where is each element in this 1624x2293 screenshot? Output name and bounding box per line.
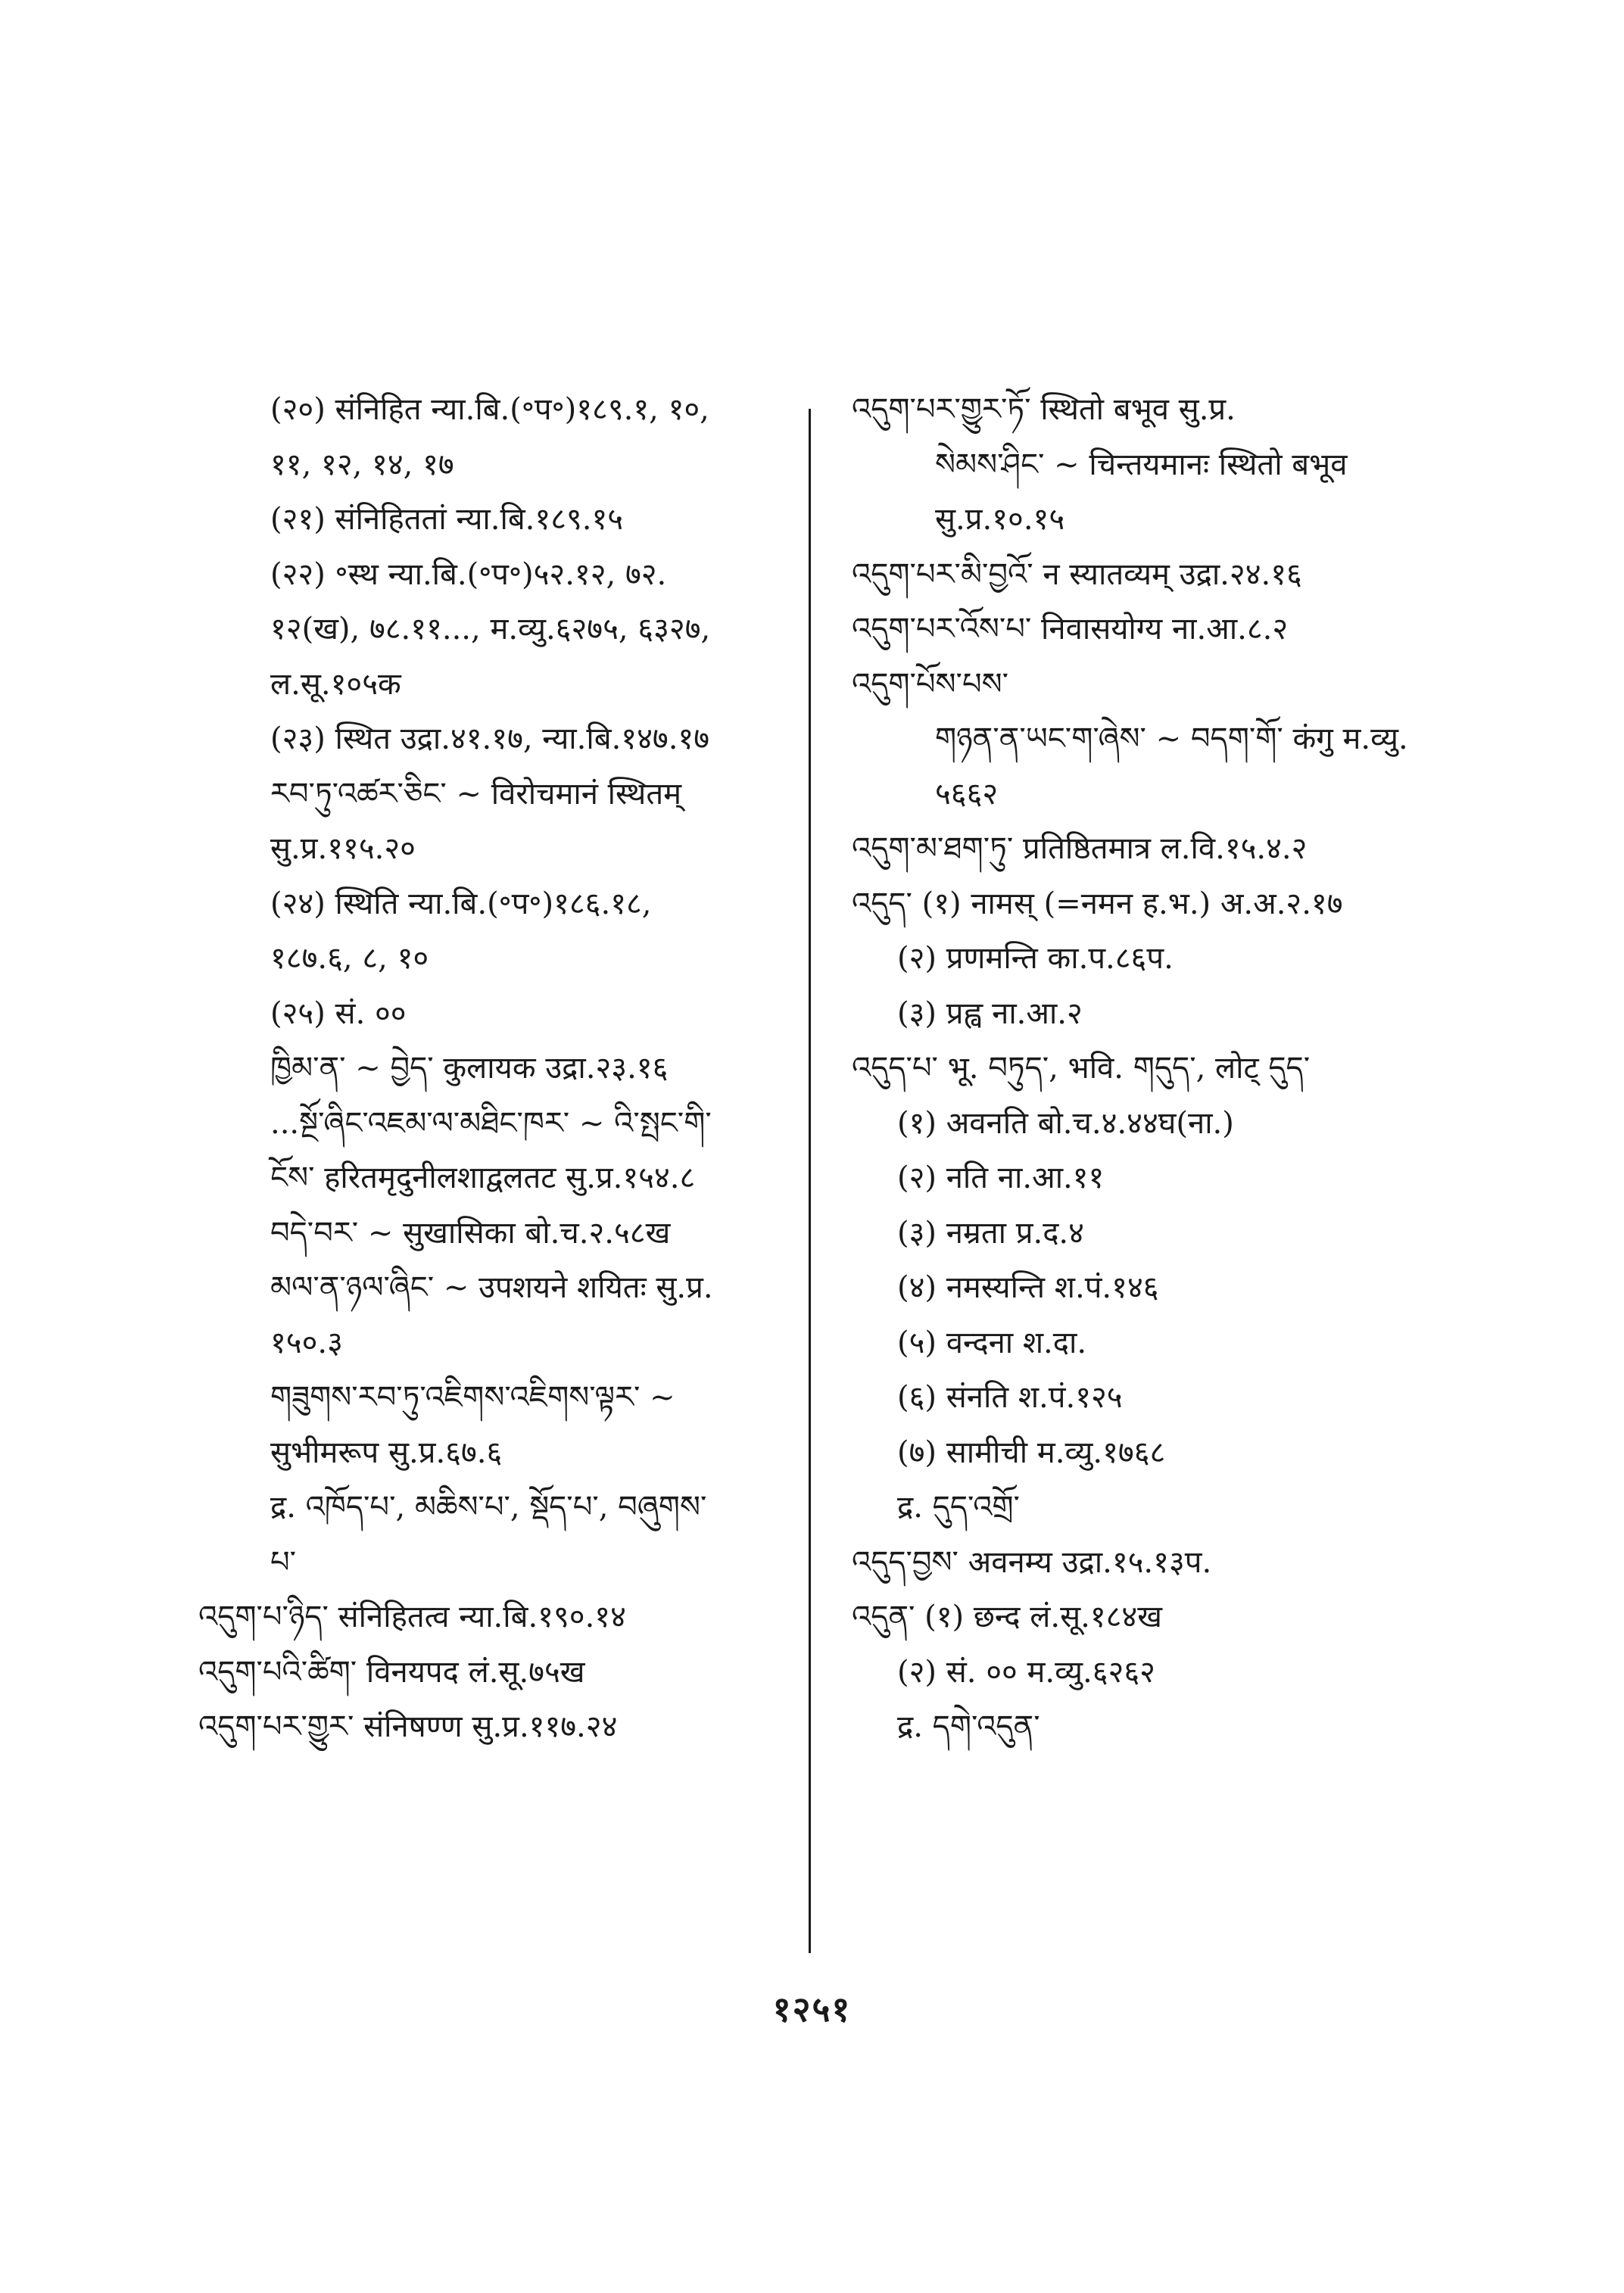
entry-line: १५०.३ bbox=[270, 1325, 343, 1360]
entry-line: གཟུགས་རབ་ཏུ་འཇིགས་འཇིགས་ལྟར་ ~ bbox=[270, 1380, 675, 1415]
entry-line: १८७.६, ८, १० bbox=[270, 941, 429, 976]
right-column bbox=[852, 382, 1488, 1755]
entry-line: (२२) ॰स्थ न्या.बि.(॰प॰)५२.१२, ७२. bbox=[270, 556, 667, 592]
entry-line: འདུག་པར་འོས་པ་ निवासयोग्य ना.आ.८.२ bbox=[852, 612, 1289, 646]
entry-line: (२१) संनिहिततां न्या.बि.१८९.१५ bbox=[270, 502, 624, 537]
entry-line: द्र. དགེ་འདུན་ bbox=[897, 1709, 1040, 1744]
entry-line: འདུད་ (१) नामस् (=नमन ह.भ.) अ.अ.२.१७ bbox=[852, 886, 1343, 921]
entry-line: द्र. དུད་འགྲོ་ bbox=[897, 1490, 1020, 1525]
entry-line: འདུག་པ་ཉིད་ संनिहितत्व न्या.बि.१९०.१४ bbox=[198, 1600, 626, 1634]
entry-line: (४) नमस्यन्ति श.पं.१४६ bbox=[897, 1270, 1159, 1305]
entry-line: (२०) संनिहित न्या.बि.(॰प॰)१८९.१, १०, bbox=[270, 392, 709, 427]
entry-line: (२४) स्थिति न्या.बि.(॰प॰)१८६.१८, bbox=[270, 886, 652, 921]
entry-line: འདུག་པོས་པས་ bbox=[852, 666, 1008, 702]
entry-line: (३) प्रह्व ना.आ.२ bbox=[897, 995, 1083, 1031]
entry-line: (२३) स्थित उद्रा.४१.१७, न्या.बि.१४७.१७ bbox=[270, 721, 710, 756]
entry-line: १२(ख), ७८.११..., म.व्यु.६२७५, ६३२७, bbox=[270, 612, 711, 646]
entry-line: བདེ་བར་ ~ सुखासिका बो.च.२.५८ख bbox=[270, 1215, 671, 1251]
entry-line: (२) सं. ०० म.व्यु.६२६२ bbox=[897, 1654, 1155, 1690]
entry-line: འདུག་པའི་ཚིག་ विनयपद लं.सू.७५ख bbox=[198, 1654, 585, 1690]
entry-line: མལ་ན་ཉལ་ཞིང་ ~ उपशयने शयितः सु.प्र. bbox=[270, 1270, 713, 1305]
entry-line: འདུག་པར་མི་བྱའོ་ न स्यातव्यम् उद्रा.२४.१६ bbox=[852, 556, 1302, 592]
entry-line: (७) सामीची म.व्यु.१७६८ bbox=[897, 1435, 1166, 1470]
entry-line: སེམས་ཤིང་ ~ चिन्तयमानः स्थितो बभूव bbox=[935, 447, 1348, 482]
entry-line: (२) प्रणमन्ति का.प.८६प. bbox=[897, 941, 1174, 976]
entry-line: (३) नम्रता प्र.द.४ bbox=[897, 1215, 1084, 1251]
entry-line: (१) अवनति बो.च.४.४४घ(ना.) bbox=[897, 1105, 1234, 1141]
entry-line: ल.सू.१०५क bbox=[270, 666, 401, 702]
entry-line: འདུད་བྱས་ अवनम्य उद्रा.१५.१३प. bbox=[852, 1544, 1212, 1580]
left-column bbox=[198, 382, 804, 1755]
column-divider bbox=[809, 409, 811, 1953]
entry-line: ११, १२, १४, १७ bbox=[270, 447, 454, 482]
entry-line: ཁྱིམ་ན་ ~ བྱེད་ कुलायक उद्रा.२३.१६ bbox=[270, 1051, 669, 1086]
entry-line: (२५) सं. ०० bbox=[270, 995, 407, 1031]
entry-line: འདུག་པར་གྱུར་ཏོ་ स्थितो बभूव सु.प्र. bbox=[852, 392, 1236, 427]
entry-line: द्र. འཁོད་པ་, མཆིས་པ་, སྡོད་པ་, བཞུགས་ bbox=[270, 1490, 707, 1525]
entry-line: सु.प्र.११५.२० bbox=[270, 831, 416, 866]
entry-line: ངོས་ हरितमृदुनीलशाद्वलतट सु.प्र.१५४.८ bbox=[270, 1161, 696, 1195]
entry-line: འདུན་ (१) छन्द लं.सू.१८४ख bbox=[852, 1600, 1162, 1634]
entry-line: འདུག་མ་ཐག་ཏུ་ प्रतिष्ठितमात्र ल.वि.१५.४.२ bbox=[852, 831, 1308, 866]
entry-line: सुभीमरूप सु.प्र.६७.६ bbox=[270, 1435, 503, 1470]
entry-line: གཉན་ན་ཡང་ག་ཞེས་ ~ བདག་གོ་ कंगु म.व्यु. bbox=[935, 721, 1408, 756]
entry-line: सु.प्र.१०.१५ bbox=[935, 502, 1065, 537]
entry-line: (२) नति ना.आ.११ bbox=[897, 1161, 1105, 1195]
entry-line: འདུད་པ་ भू. བཏུད་, भवि. གདུད་, लोट् དུད་ bbox=[852, 1051, 1311, 1086]
page-number: १२५१ bbox=[772, 1989, 852, 2030]
entry-line: རབ་ཏུ་འཚར་ཅིང་ ~ विरोचमानं स्थितम् bbox=[270, 776, 682, 812]
entry-line: (६) संनति श.पं.१२५ bbox=[897, 1380, 1123, 1415]
entry-line: འདུག་པར་གྱུར་ संनिषण्ण सु.प्र.११७.२४ bbox=[198, 1709, 618, 1744]
entry-line: ...སྔོ་ཞིང་འཇམ་ལ་མཐིང་ཁར་ ~ འི་སྤང་གི་ bbox=[270, 1105, 712, 1141]
entry-line: ५६६२ bbox=[935, 776, 999, 812]
entry-line: (५) वन्दना श.दा. bbox=[897, 1325, 1087, 1360]
entry-line: པ་ bbox=[270, 1544, 297, 1580]
